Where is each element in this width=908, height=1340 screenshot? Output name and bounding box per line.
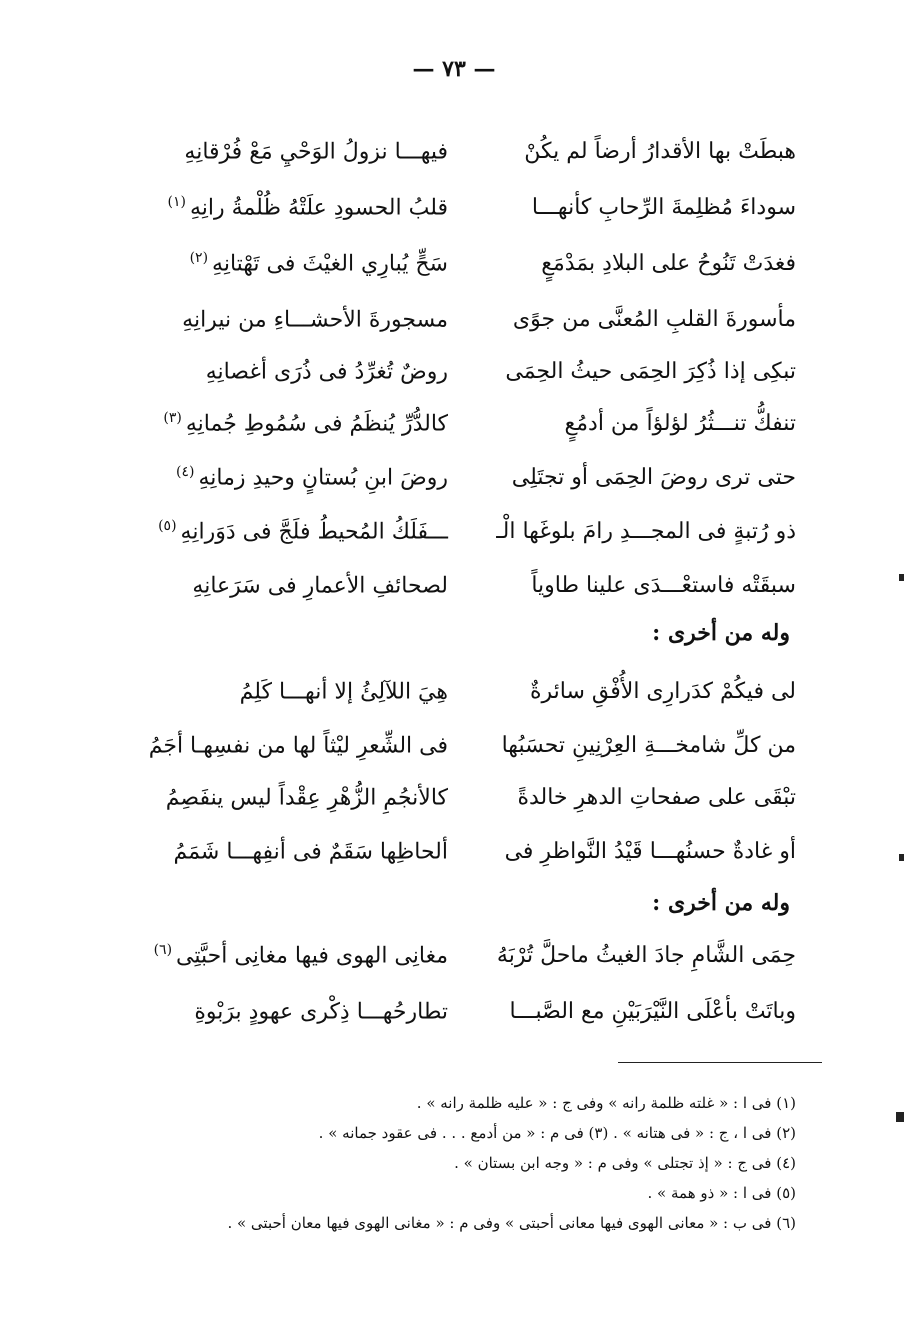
scan-margin-mark bbox=[899, 854, 904, 861]
verse-line bbox=[128, 722, 796, 768]
verse-second-hemistich bbox=[128, 518, 448, 544]
footnote: (٥) فى ا : « ذو همة » . bbox=[647, 1184, 796, 1202]
verse-line bbox=[128, 562, 796, 608]
verse-second-hemistich bbox=[128, 464, 448, 490]
verse-first-hemistich: وباتَتْ بأعْلَى النَّيْرَبَيْنِ مع الصَّبـــا bbox=[509, 998, 796, 1024]
verse-line bbox=[128, 348, 796, 394]
footnote-ref: (٦) bbox=[153, 941, 173, 958]
footnote-ref: (٢) bbox=[189, 249, 209, 266]
footnote: (٤) فى ج : « إذ تجتلى » وفى م : « وجه ابن بستان » . bbox=[454, 1154, 796, 1172]
verse-second-hemistich bbox=[128, 998, 448, 1024]
section-header: وله من أخرى : bbox=[652, 620, 790, 646]
verse-line bbox=[128, 128, 796, 174]
footnote-ref: (٣) bbox=[163, 409, 182, 426]
verse-line bbox=[128, 400, 796, 446]
verse-text: سَحٍّ يُبارِي الغيْثَ فى تَهْتانِهِ bbox=[212, 251, 448, 277]
footnote-ref: (٤) bbox=[176, 463, 195, 480]
verse-text: هِيَ اللآلِئُ إلا أنهـــا كَلِمُ bbox=[239, 679, 448, 705]
verse-first-hemistich: سبقَتْه فاستعْـــدَى علينا طاوياً bbox=[531, 572, 796, 598]
verse-second-hemistich bbox=[128, 250, 448, 276]
footnote: (١) فى ا : « غلته ظلمة رانه » وفى ج : « عليه ظلمة رانه » . bbox=[416, 1094, 796, 1112]
verse-text: ألحاظِها سَقَمٌ فى أنفِهـــا شَمَمُ bbox=[173, 839, 448, 865]
verse-text: كالدُّرِّ يُنظَمُ فى سُمُوطِ جُمانِهِ bbox=[185, 411, 448, 437]
verse-line bbox=[128, 184, 796, 230]
verse-second-hemistich bbox=[128, 138, 448, 164]
verse-first-hemistich: حتى ترى روضَ الحِمَى أو تجتَلِى bbox=[511, 464, 796, 490]
verse-line bbox=[128, 296, 796, 342]
verse-line bbox=[128, 774, 796, 820]
verse-line bbox=[128, 828, 796, 874]
verse-first-hemistich: تبكِى إذا ذُكِرَ الحِمَى حيثُ الحِمَى bbox=[505, 358, 796, 384]
verse-text: تطارحُهـــا ذِكْرى عهودٍ برَبْوةِ bbox=[194, 999, 448, 1025]
verse-text: روضٌ تُغرِّدُ فى ذُرَى أغصانِهِ bbox=[205, 359, 448, 385]
verse-text: قلبُ الحسودِ علَتْهُ ظُلْمةُ رانِهِ bbox=[190, 195, 448, 221]
page-number: — ٧٣ — bbox=[412, 56, 496, 82]
verse-line bbox=[128, 988, 796, 1034]
verse-first-hemistich: تبْقَى على صفحاتِ الدهرِ خالدةً bbox=[517, 784, 796, 810]
verse-text: كالأنجُمِ الزُّهْرِ عِقْداً ليس ينفَصِمُ bbox=[165, 785, 448, 811]
scan-margin-mark bbox=[899, 574, 904, 581]
footnote-ref: (٥) bbox=[158, 517, 177, 534]
verse-first-hemistich: هبطَتْ بها الأقدارُ أرضاً لم يكُنْ bbox=[524, 138, 796, 164]
verse-first-hemistich: من كلِّ شامخـــةِ العِرْنِينِ تحسَبُها bbox=[501, 732, 796, 758]
verse-line bbox=[128, 240, 796, 286]
verse-text: ـــفَلَكُ المُحيطُ فلَجَّ فى دَوَرانِهِ bbox=[180, 519, 448, 545]
verse-second-hemistich bbox=[128, 784, 448, 810]
verse-second-hemistich bbox=[128, 572, 448, 598]
verse-first-hemistich: سوداءَ مُظلِمةَ الرِّحابِ كأنهـــا bbox=[531, 194, 796, 220]
verse-second-hemistich bbox=[128, 358, 448, 384]
verse-second-hemistich bbox=[128, 942, 448, 968]
section-header: وله من أخرى : bbox=[652, 890, 790, 916]
verse-second-hemistich bbox=[128, 838, 448, 864]
verse-first-hemistich: مأسورةَ القلبِ المُعنَّى من جوًى bbox=[512, 306, 796, 332]
verse-first-hemistich: تنفكُّ تنـــثُرُ لؤلؤاً من أدمُعٍ bbox=[564, 410, 796, 436]
verse-second-hemistich bbox=[128, 732, 448, 758]
verse-text: فيهـــا نزولُ الوَحْيِ مَعْ فُرْقانِهِ bbox=[184, 139, 448, 165]
footnote-separator bbox=[618, 1062, 822, 1063]
verse-text: فى الشِّعرِ ليْثاً لها من نفسِهـا أجَمُ bbox=[148, 733, 448, 759]
verse-text: مغانِى الهوى فيها مغانِى أحبَّتِى bbox=[176, 943, 448, 969]
verse-second-hemistich bbox=[128, 306, 448, 332]
verse-second-hemistich bbox=[128, 410, 448, 436]
verse-first-hemistich: ذو رُتبةٍ فى المجـــدِ رامَ بلوغَها الْـ bbox=[496, 518, 796, 544]
verse-line bbox=[128, 508, 796, 554]
verse-first-hemistich: حِمَى الشَّامِ جادَ الغيثُ ماحلَّ تُرْبَهُ bbox=[496, 942, 796, 968]
verse-first-hemistich: أو غادةٌ حسنُهـــا قَيْدُ النَّواظرِ فى bbox=[504, 838, 796, 864]
footnote: (٦) فى ب : « معانى الهوى فيها معانى أحبتى » وفى م : « مغانى الهوى فيها معان أحبتى » . bbox=[227, 1214, 796, 1232]
verse-line bbox=[128, 932, 796, 978]
verse-text: روضَ ابنِ بُستانٍ وحيدِ زمانِهِ bbox=[198, 465, 448, 491]
verse-second-hemistich bbox=[128, 194, 448, 220]
verse-text: مسجورةَ الأحشـــاءِ من نيرانِهِ bbox=[182, 307, 448, 333]
footnote: (٢) فى ا ، ج : « فى هتانه » . (٣) فى م : « من أدمع . . . فى عقود جمانه » . bbox=[318, 1124, 796, 1142]
verse-line bbox=[128, 668, 796, 714]
footnote-ref: (١) bbox=[167, 193, 187, 210]
verse-first-hemistich: فغدَتْ تَنُوحُ على البلادِ بمَدْمَعٍ bbox=[541, 250, 796, 276]
verse-second-hemistich bbox=[128, 678, 448, 704]
verse-text: لصحائفِ الأعمارِ فى سَرَعانِهِ bbox=[192, 573, 448, 599]
verse-first-hemistich: لى فيكُمْ كدَرارِى الأُفْقِ سائرةٌ bbox=[529, 678, 796, 704]
scan-margin-mark bbox=[896, 1112, 904, 1122]
verse-line bbox=[128, 454, 796, 500]
